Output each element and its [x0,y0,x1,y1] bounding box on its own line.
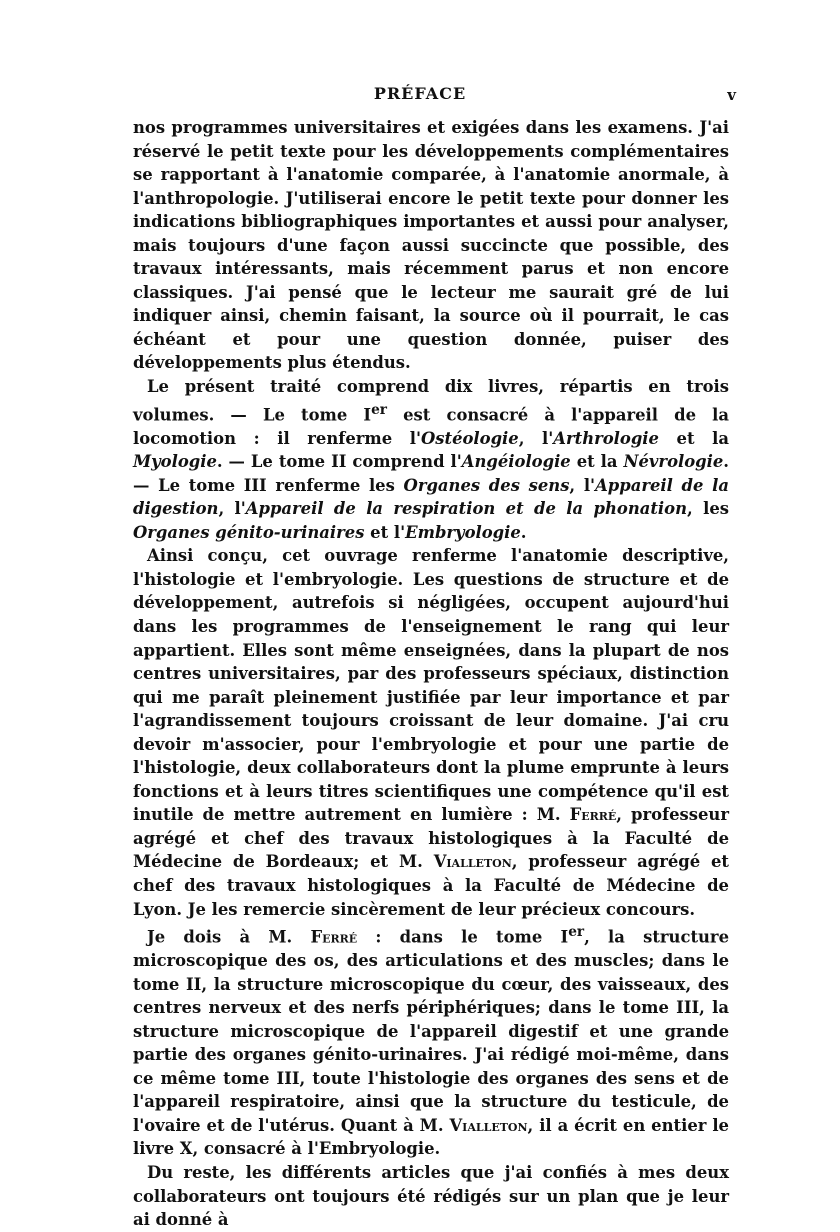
p2-text-f: et la [570,452,624,472]
p2-text-g: . — Le tome III renferme les [133,452,729,495]
paragraph-3 [133,544,729,921]
name-ferre-2: Ferré [310,927,358,947]
p2-text-c: , l' [518,428,554,448]
name-vialleton-2: Vialleton [449,1115,528,1135]
p3-text-a: Ainsi conçu, cet ouvrage renferme l'anatomie descriptive, l'histologie et l'embryologie. Les questions de structure et de développement, autrefois si négligées, occupent aujourd'hui dans les programmes de l'enseignement le rang qui leur appartient. Elles sont même enseignées, dans la plupart de nos centres universitaires, par des professeurs spéciaux, distinction qui me paraît pleinement justifiée par leur importance et par l'agrandissement toujours croissant de leur domaine. J'ai cru devoir m'associer, pour l'embryologie et pour une partie de l'histologie, deux collaborateurs dont la plume emprunte à leurs fonctions et à leurs titres scientifiques une compétence qu'il est inutile de mettre autrement en lumière : M. [133,546,729,825]
p2-text-a: Le présent traité comprend dix livres, répartis en trois volumes. — Le tome I [133,377,729,425]
term-genito-urinaires: Organes génito-urinaires [133,522,365,542]
term-nevrologie: Névrologie [623,452,724,472]
term-respiration: Appareil de la respiration et de la phonation [245,499,688,519]
page-number: v [727,86,736,104]
term-organes-sens: Organes des sens [403,475,570,495]
p2-text-i: , l' [218,499,246,519]
p2-text-l: . [520,522,527,542]
p2-text-j: , les [687,499,729,519]
p4-superscript: er [568,924,585,941]
term-angeiologie: Angéiologie [461,452,571,472]
paragraph-1: nos programmes universitaires et exigées dans les examens. J'ai réservé le petit texte pour les développements complémentaires se rapportant à l'anatomie comparée, à l'anatomie anormale, à l'anthropologie. J'utiliserai encore le petit texte pour donner les indications bibliographiques importantes et aussi pour analyser, mais toujours d'une façon aussi succincte que possible, des travaux intéressants, mais récemment parus et non encore classiques. J'ai pensé que le lecteur me saurait gré de lui indiquer ainsi, chemin faisant, la source où il pourrait, le cas échéant et pour une question donnée, puiser des développements plus étendus. [133,118,729,373]
paragraph-5: Du reste, les différents articles que j'ai confiés à mes deux collaborateurs ont toujours été rédigés sur un plan que je leur ai donné à [133,1163,729,1230]
p4-text-b: : dans le tome I [357,927,569,947]
p4-text-a: Je dois à M. [147,927,311,947]
p3-text-c: , professeur agrégé et chef des travaux histologiques à la Faculté de Médecine de Lyon. Je les remercie sincèrement de leur précieux concours. [133,852,730,919]
p2-text-k: et l' [364,522,406,542]
term-embryologie: Embryologie [405,522,521,542]
body-text [133,116,729,1232]
term-digestion: Appareil de la digestion [133,475,729,519]
running-title: PRÉFACE [373,84,467,103]
term-arthrologie: Arthrologie [553,428,659,448]
p3-text-b: , professeur agrégé et chef des travaux histologiques à la Faculté de Médecine de Bordeaux; et M. [133,805,729,872]
p2-superscript: er [371,401,387,418]
page-header [0,84,840,108]
p2-text-h: , l' [569,475,596,495]
term-osteologie: Ostéologie [421,428,519,448]
p2-text-d: et la [658,428,729,448]
name-ferre: Ferré [569,805,617,825]
p4-text-d: , il a écrit en entier le livre X, consacré à l'Embryologie. [133,1115,729,1159]
p2-text-b: est consacré à l'appareil de la locomotion : il renferme l' [133,405,729,448]
paragraph-2 [133,375,729,544]
p4-text-c: , la structure microscopique des os, des articulations et des muscles; dans le tome II, la structure microscopique du cœur, des vaisseaux, des centres nerveux et des nerfs périphériques; dans le tome III, la structure microscopique de l'appareil digestif et une grande partie des organes génito-urinaires. J'ai rédigé moi-même, dans ce même tome III, toute l'histologie des organes des sens et de l'appareil respiratoire, ainsi que la structure du testicule, de l'ovaire et de l'utérus. Quant à M. [133,927,729,1135]
term-myologie: Myologie [133,452,217,472]
paragraph-4 [133,921,729,1161]
name-vialleton: Vialleton [433,852,512,872]
p2-text-e: . — Le tome II comprend l' [216,452,462,472]
